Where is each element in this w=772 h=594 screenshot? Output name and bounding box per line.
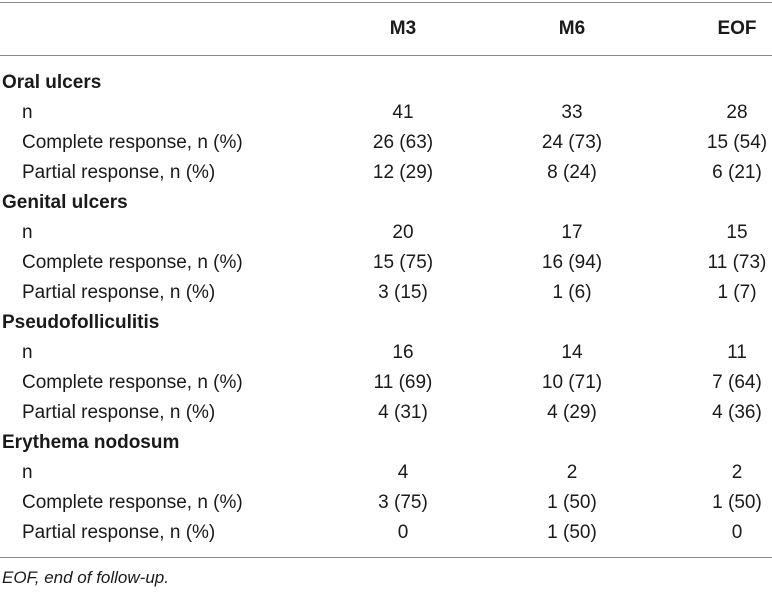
row-label: Partial response, n (%) — [22, 282, 216, 303]
section-title: Genital ulcers — [2, 192, 128, 213]
table-row — [0, 368, 772, 398]
section-erythema-nodosum — [0, 428, 772, 458]
cell-m3: 4 — [397, 462, 409, 483]
table-row — [0, 218, 772, 248]
section-genital-ulcers — [0, 188, 772, 218]
section-pseudofolliculitis — [0, 308, 772, 338]
cell-m6: 10 (71) — [541, 372, 603, 393]
cell-m3: 3 (15) — [378, 282, 428, 303]
cell-eof: 1 (50) — [712, 492, 762, 513]
cell-m3: 3 (75) — [378, 492, 428, 513]
header-m3: M3 — [389, 18, 417, 39]
table-header — [0, 14, 772, 44]
cell-eof: 11 — [727, 342, 747, 363]
cell-m6: 1 (50) — [547, 492, 597, 513]
table-row — [0, 398, 772, 428]
section-title: Oral ulcers — [2, 72, 102, 93]
cell-eof: 15 (54) — [706, 132, 768, 153]
table-row — [0, 128, 772, 158]
table-row — [0, 338, 772, 368]
row-label: n — [22, 222, 33, 243]
table-footnote: EOF, end of follow-up. — [2, 568, 169, 587]
cell-eof: 15 — [726, 222, 748, 243]
row-label: Partial response, n (%) — [22, 402, 216, 423]
cell-m3: 16 — [392, 342, 414, 363]
cell-m3: 20 — [392, 222, 414, 243]
row-label: n — [22, 342, 33, 363]
cell-eof: 4 (36) — [712, 402, 762, 423]
table-row — [0, 278, 772, 308]
section-title: Erythema nodosum — [2, 432, 180, 453]
table-top-rule — [0, 2, 772, 3]
row-label: Partial response, n (%) — [22, 522, 216, 543]
cell-m6: 24 (73) — [541, 132, 603, 153]
table-row — [0, 248, 772, 278]
row-label: Complete response, n (%) — [22, 492, 243, 513]
cell-m3: 15 (75) — [372, 252, 434, 273]
section-oral-ulcers — [0, 68, 772, 98]
cell-m3: 41 — [392, 102, 414, 123]
row-label: n — [22, 462, 33, 483]
cell-m6: 4 (29) — [547, 402, 597, 423]
cell-m3: 11 (69) — [373, 372, 433, 393]
row-label: Partial response, n (%) — [22, 162, 216, 183]
cell-m6: 2 — [566, 462, 578, 483]
row-label: Complete response, n (%) — [22, 372, 243, 393]
cell-m3: 12 (29) — [372, 162, 434, 183]
cell-eof: 2 — [731, 462, 743, 483]
table-header-rule — [0, 55, 772, 56]
table-row — [0, 158, 772, 188]
cell-eof: 11 (73) — [707, 252, 767, 273]
cell-m6: 33 — [561, 102, 583, 123]
table-bottom-rule — [0, 557, 772, 558]
header-eof: EOF — [717, 18, 757, 39]
header-m6: M6 — [558, 18, 586, 39]
cell-m3: 4 (31) — [378, 402, 428, 423]
cell-eof: 7 (64) — [712, 372, 762, 393]
table-row — [0, 458, 772, 488]
cell-eof: 0 — [731, 522, 743, 543]
cell-m6: 1 (6) — [552, 282, 592, 303]
row-label: n — [22, 102, 33, 123]
cell-eof: 6 (21) — [712, 162, 762, 183]
cell-eof: 28 — [726, 102, 748, 123]
cell-m6: 14 — [561, 342, 583, 363]
cell-m6: 1 (50) — [547, 522, 597, 543]
table-row — [0, 518, 772, 548]
cell-eof: 1 (7) — [717, 282, 757, 303]
row-label: Complete response, n (%) — [22, 252, 243, 273]
cell-m3: 26 (63) — [372, 132, 434, 153]
cell-m6: 8 (24) — [547, 162, 597, 183]
cell-m6: 16 (94) — [541, 252, 603, 273]
section-title: Pseudofolliculitis — [2, 312, 160, 333]
cell-m6: 17 — [561, 222, 583, 243]
row-label: Complete response, n (%) — [22, 132, 243, 153]
table-row — [0, 488, 772, 518]
cell-m3: 0 — [397, 522, 409, 543]
table-row — [0, 98, 772, 128]
